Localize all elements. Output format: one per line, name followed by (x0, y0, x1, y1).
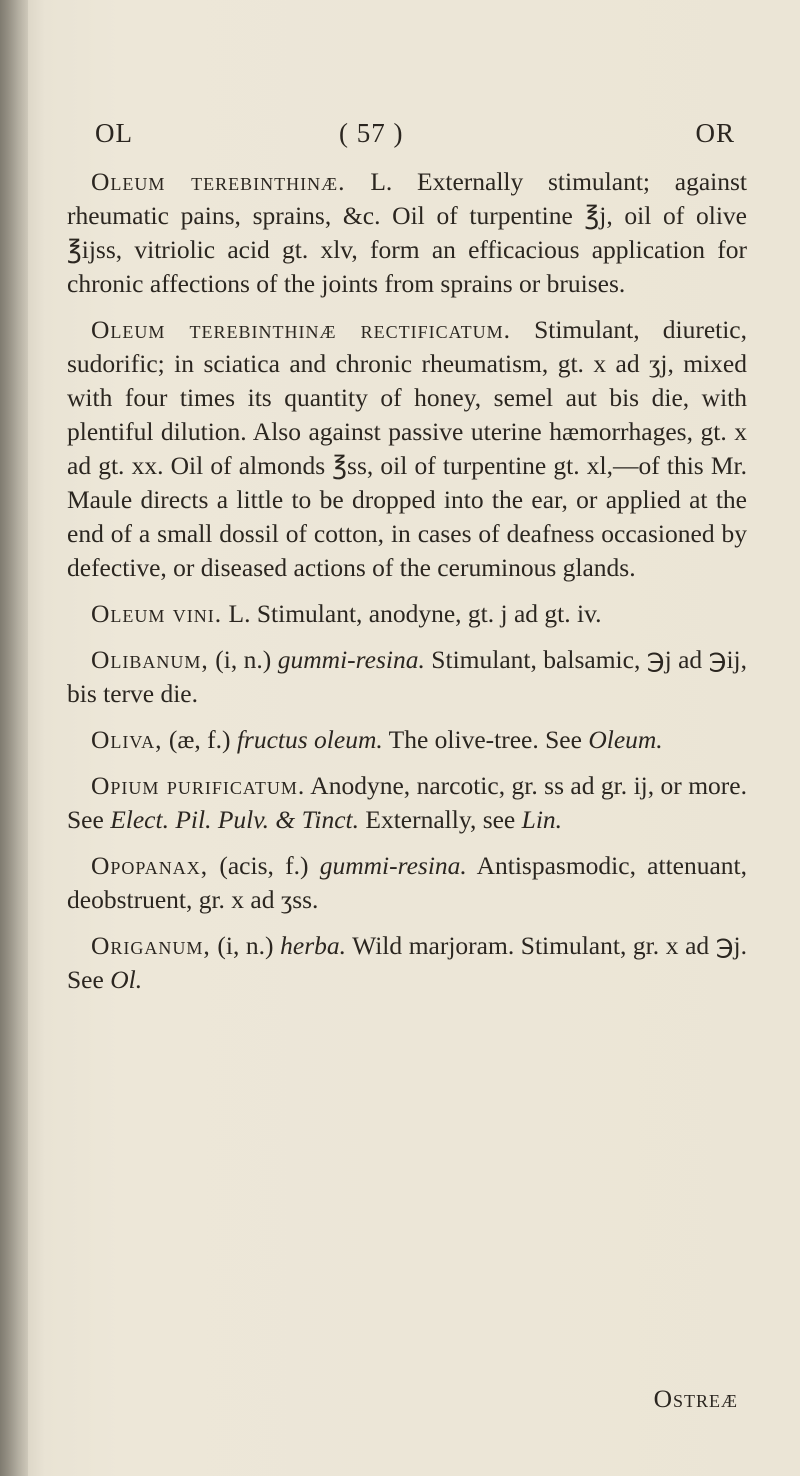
cross-reference-2: Lin. (521, 805, 563, 834)
headword: Oleum vini. (91, 599, 223, 628)
entry-text: Wild marjoram. Stimulant, gr. x ad ℈j. See (67, 931, 747, 994)
headword: Olibanum, (91, 645, 209, 674)
entry-text: L. Stimulant, anodyne, gt. j ad gt. iv. (222, 599, 602, 628)
entry-gloss: (acis, f.) (208, 851, 320, 880)
entry-oliva (67, 723, 747, 757)
header-left: OL (95, 118, 133, 148)
headword: Origanum, (91, 931, 211, 960)
entry-gloss: (æ, f.) (162, 725, 237, 754)
entry-gloss: (i, n.) (210, 931, 281, 960)
entry-text: Anodyne, narcotic, gr. ss ad gr. ij, or more. See (67, 771, 747, 834)
headword: Oliva, (91, 725, 163, 754)
entry-latin: gummi-resina. (319, 851, 467, 880)
entry-latin: herba. (280, 931, 347, 960)
running-header (95, 118, 735, 158)
entry-origanum (67, 929, 747, 997)
entry-latin: gummi-resina. (277, 645, 425, 674)
entry-latin: fructus oleum. (236, 725, 383, 754)
entry-opium-purificatum (67, 769, 747, 837)
entry-gloss: (i, n.) (208, 645, 278, 674)
entry-text: The olive-tree. See (382, 725, 589, 754)
entry-opopanax (67, 849, 747, 917)
page-body (67, 165, 747, 1009)
entry-oleum-vini (67, 597, 747, 631)
entry-text: Stimulant, diuretic, sudorific; in sciatica and chronic rheumatism, gt. x ad ʒj, mixed with four times its quantity of honey, semel aut bis die, with plentiful dilution. Also against passive uterine hæmorrhages, gt. x ad gt. xx. Oil of almonds ℥ss, oil of turpentine gt. xl,—of this Mr. Maule directs a little to be dropped into the ear, or applied at the end of a small dossil of cotton, in cases of deafness occasioned by defective, or diseased actions of the ceruminous glands. (67, 315, 747, 582)
entry-olibanum (67, 643, 747, 711)
entry-text: Stimulant, balsamic, ℈j ad ℈ij, bis terve die. (67, 645, 747, 708)
cross-reference: Elect. Pil. Pulv. & Tinct. (110, 805, 360, 834)
cross-reference: Ol. (110, 965, 143, 994)
cross-reference: Oleum. (588, 725, 663, 754)
entry-text-2: Externally, see (359, 805, 522, 834)
entry-oleum-terebinthinae (67, 165, 747, 301)
catchword: Ostreæ (653, 1384, 738, 1413)
page-number: ( 57 ) (339, 118, 404, 148)
header-right: OR (695, 118, 735, 148)
headword: Opium purificatum. (91, 771, 306, 800)
entry-text: L. Externally stimulant; against rheumatic pains, sprains, &c. Oil of turpentine ℥j, oil of olive ℥ijss, vitriolic acid gt. xlv, form an efficacious application for chronic affections of the joints from sprains or bruises. (67, 167, 747, 298)
entry-text: Antispasmodic, attenuant, deobstruent, gr. x ad ʒss. (67, 851, 748, 914)
binding-shadow (0, 0, 28, 1476)
headword: Opopanax, (91, 851, 209, 880)
headword: Oleum terebinthinæ rectificatum. (91, 315, 511, 344)
entry-oleum-terebinthinae-rectificatum (67, 313, 747, 585)
headword: Oleum terebinthinæ. (91, 167, 346, 196)
